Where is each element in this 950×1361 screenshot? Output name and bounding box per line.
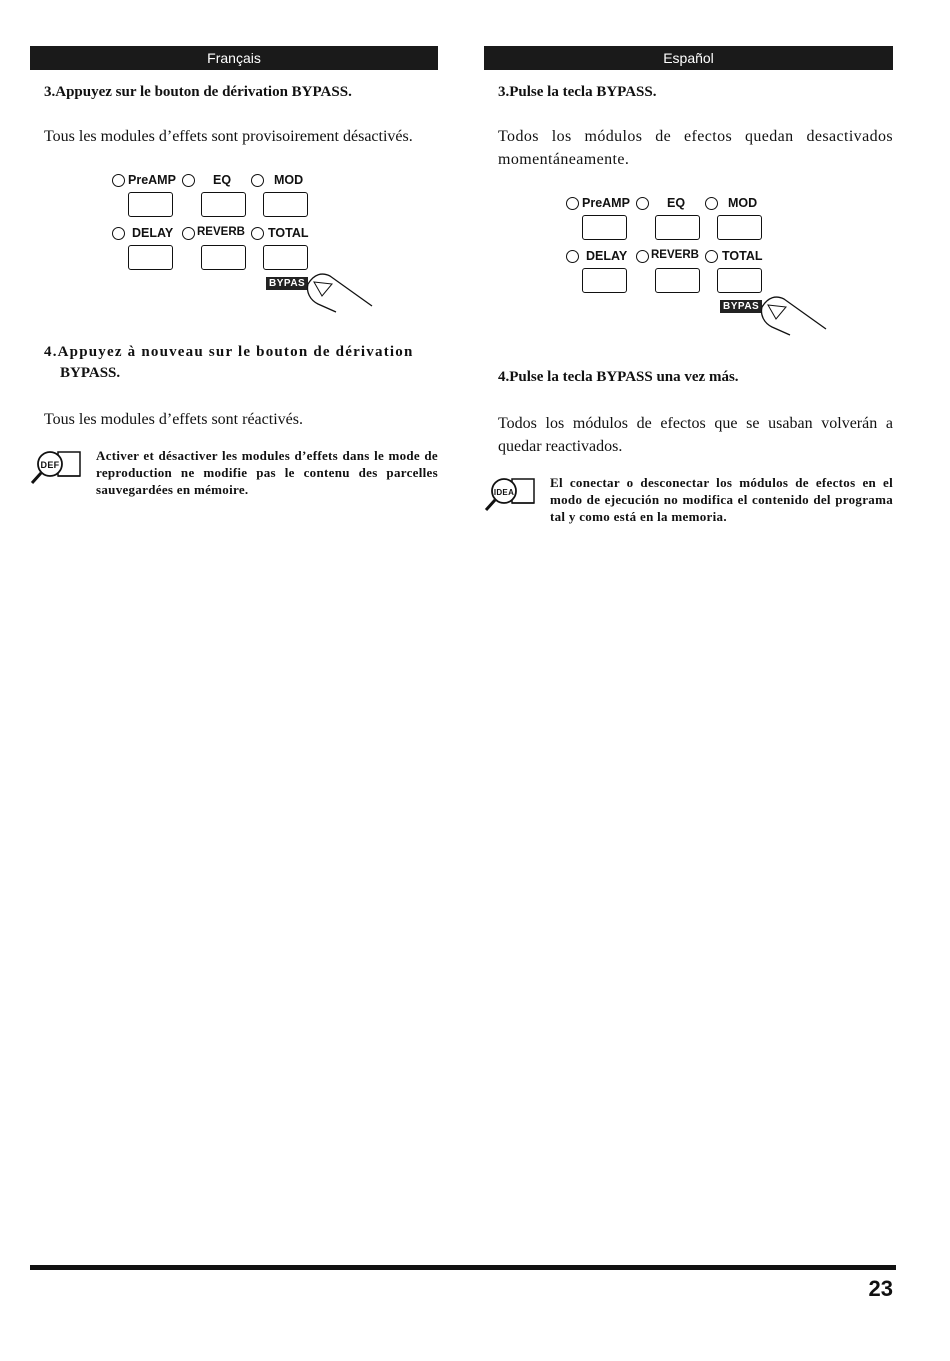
step-4-line-1: 4.Appuyez à nouveau sur le bouton de dérivation — [44, 344, 414, 360]
mod-label: MOD — [274, 173, 304, 187]
step-3-title: 3.Appuyez sur le bouton de dérivation BYPASS. — [44, 84, 352, 100]
bypass-button-label: BYPAS — [266, 277, 308, 290]
step-4-description: Todos los módulos de efectos que se usaban volverán a quedar reactivados. — [498, 415, 893, 455]
memo-note — [484, 474, 893, 525]
language-header-spanish: Español — [484, 46, 893, 70]
preamp-led-left — [566, 197, 579, 210]
total-label: TOTAL — [722, 249, 763, 263]
total-led — [705, 250, 718, 263]
delay-button — [128, 245, 173, 270]
reverb-button — [201, 245, 246, 270]
finger-pressing-icon — [754, 291, 834, 337]
memo-magnifier-icon — [484, 476, 540, 512]
eq-button — [655, 215, 700, 240]
memo-icon-text: DEF — [40, 460, 60, 470]
delay-led — [112, 227, 125, 240]
reverb-led — [636, 250, 649, 263]
step-4-title — [44, 342, 438, 384]
eq-label: EQ — [667, 196, 686, 210]
mod-button — [263, 192, 308, 217]
eq-button — [201, 192, 246, 217]
total-label: TOTAL — [268, 226, 309, 240]
footer-rule — [30, 1265, 896, 1270]
effects-panel-diagram — [564, 193, 854, 353]
effects-panel-diagram — [110, 170, 400, 330]
step-3-title: 3.Pulse la tecla BYPASS. — [498, 84, 657, 100]
delay-button — [582, 268, 627, 293]
preamp-label: PreAMP — [128, 173, 176, 187]
language-header-french: Français — [30, 46, 438, 70]
memo-magnifier-icon — [30, 449, 86, 485]
mod-button — [717, 215, 762, 240]
memo-note — [30, 447, 438, 498]
total-led — [251, 227, 264, 240]
mod-led — [705, 197, 718, 210]
step-4-line-2: BYPASS. — [60, 365, 121, 381]
eq-led — [636, 197, 649, 210]
reverb-button — [655, 268, 700, 293]
delay-label: DELAY — [132, 226, 174, 240]
total-button — [263, 245, 308, 270]
preamp-button — [128, 192, 173, 217]
step-4-title: 4.Pulse la tecla BYPASS una vez más. — [498, 369, 739, 385]
memo-icon-text: IDEA — [493, 488, 515, 497]
reverb-label: REVERB — [197, 226, 245, 238]
spanish-column — [484, 46, 893, 525]
bypass-button-label: BYPAS — [720, 300, 762, 313]
step-3-description: Todos los módulos de efectos quedan desactivados momentáneamente. — [498, 128, 893, 168]
reverb-label: REVERB — [651, 249, 699, 261]
french-column — [30, 46, 438, 498]
step-4-description: Tous les modules d’effets sont réactivés. — [44, 411, 303, 428]
preamp-led-left — [112, 174, 125, 187]
eq-led — [182, 174, 195, 187]
eq-label: EQ — [213, 173, 232, 187]
mod-led — [251, 174, 264, 187]
mod-label: MOD — [728, 196, 758, 210]
step-3-description: Tous les modules d’effets sont provisoirement désactivés. — [44, 128, 413, 145]
finger-pressing-icon — [300, 268, 380, 314]
delay-led — [566, 250, 579, 263]
delay-label: DELAY — [586, 249, 628, 263]
preamp-label: PreAMP — [582, 196, 630, 210]
reverb-led — [182, 227, 195, 240]
memo-note-text: El conectar o desconectar los módulos de efectos en el modo de ejecución no modifica el contenido del programa tal y como está en la memoria. — [550, 475, 893, 524]
memo-note-text: Activer et désactiver les modules d’effets dans le mode de reproduction ne modifie pas le contenu des parcelles sauvegardées en mémoire. — [96, 448, 438, 497]
total-button — [717, 268, 762, 293]
preamp-button — [582, 215, 627, 240]
page-number: 23 — [868, 1276, 893, 1301]
